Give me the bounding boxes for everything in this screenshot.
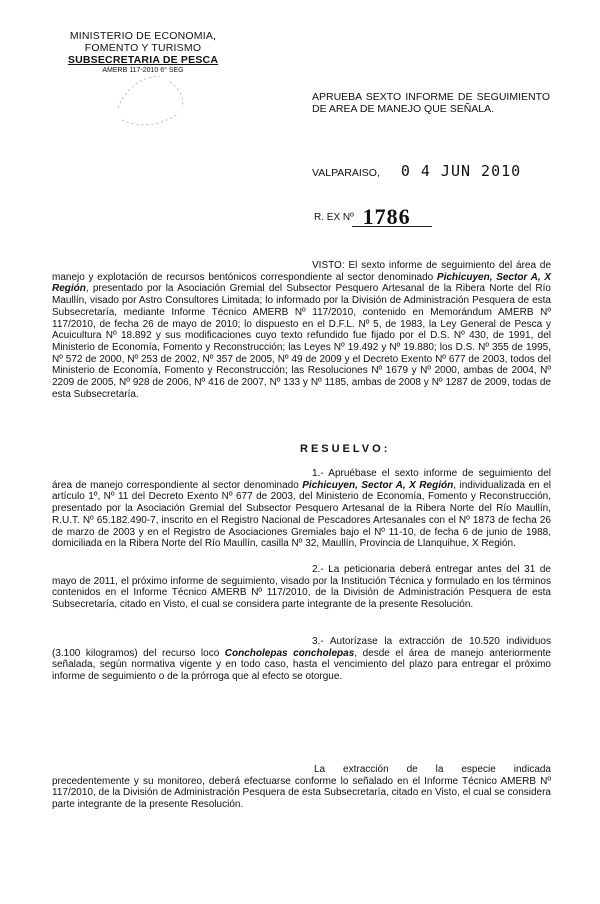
extraction-paragraph: La extracción de la especie indicada precedentemente y su monitoreo, deberá efectuarse conforme lo señalado en el Informe Técnico AMERB Nº 117/2010, de la División de Administración Pesquera de esta Subsecretaría, citado en Visto, el cual se considera parte integrante de la presente Resolución. <box>52 764 551 811</box>
faded-stamp-seal <box>100 68 200 134</box>
place: VALPARAISO, <box>312 167 380 179</box>
species-name: Concholepas concholepas <box>224 647 355 659</box>
resuelvo-heading: RESUELVO: <box>300 443 391 455</box>
site-name: Pichicuyen, Sector A, X Región <box>302 479 454 491</box>
undersecretariat-name: SUBSECRETARIA DE PESCA <box>67 54 219 66</box>
resolution-summary: APRUEBA SEXTO INFORME DE SEGUIMIENTO DE AREA DE MANEJO QUE SEÑALA. <box>312 91 550 115</box>
date-stamp: 0 4 JUN 2010 <box>400 162 522 180</box>
rex-underline <box>352 226 432 227</box>
resolution-number <box>314 204 514 230</box>
visto-paragraph: VISTO: El sexto informe de seguimiento del área de manejo y explotación de recursos bentónicos correspondiente al sector denominado Pichicuyen, Sector A, X Región, presentado por la Asociación Gremial del Subsector Pesquero Artesanal de la Ribera Norte del Río Maullín, visado por Astro Consultores Limitada; lo informado por la División de Administración Pesquera de esta Subsecretaría, mediante Informe Técnico AMERB Nº 117/2010, contenido en Memorándum AMERB Nº 117/2010, de fecha 26 de mayo de 2010; lo dispuesto en el D.F.L. Nº 5, de 1983, la Ley General de Pesca y Acuicultura Nº 18.892 y sus modificaciones cuyo texto refundido fue fijado por el D.S. Nº 430, de 1991, del Ministerio de Economía, Fomento y Reconstrucción; las Leyes Nº 19.492 y Nº 19.880; los D.S. Nº 355 de 1995, Nº 572 de 2000, Nº 253 de 2002, Nº 357 de 2005, Nº 49 de 2009 y el Decreto Exento Nº 677 de 2003, todos del Ministerio de Economía, Fomento y Reconstrucción; las Resoluciones Nº 1679 y Nº 2000, ambas de 2004, Nº 2209 de 2005, Nº 928 de 2006, Nº 416 de 2007, Nº 133 y Nº 1185, ambas de 2008 y Nº 1287 de 2009, todas de esta Subsecretaría. <box>52 260 551 400</box>
article-2: 2.- La peticionaria deberá entregar antes del 31 de mayo de 2011, el próximo informe de seguimiento, visado por la Institución Técnica y formulado en los términos contenidos en el Informe Técnico AMERB Nº 117/2010, de la División de Administración Pesquera de esta Subsecretaría, citado en Visto, el cual se considera parte integrante de la presente Resolución. <box>52 564 551 611</box>
rex-label: R. EX Nº <box>314 212 354 223</box>
visto-label: VISTO: <box>312 260 345 271</box>
article-1: 1.- Apruébase el sexto informe de seguimiento del área de manejo correspondiente al sector denominado Pichicuyen, Sector A, X Región, individualizada en el artículo 1º, Nº 11 del Decreto Exento Nº 677 de 2003, del Ministerio de Economía, Fomento y Reconstrucción, presentado por la Asociación Gremial del Subsector Pesquero Artesanal de la Ribera Norte del Río Maullín, R.U.T. Nº 65.182.490-7, inscrito en el Registro Nacional de Pescadores Artesanales con el Nº 1873 de fecha 26 de marzo de 2003 y en el Registro de Asociaciones Gremiales bajo el Nº 11-10, de fecha 6 de junio de 1988, domiciliada en la Ribera Norte del Río Maullín, casilla Nº 32, Maullín, Provincia de Llanquihue, X Región. <box>52 468 551 550</box>
rex-number: 1786 <box>362 204 411 229</box>
ministry-name: MINISTERIO DE ECONOMIA, <box>69 30 217 42</box>
article-3: 3.- Autorízase la extracción de 10.520 individuos (3.100 kilogramos) del recurso loco Concholepas concholepas, desde el área de manejo anteriormente señalada, según normativa vigente y en todo caso, hasta el vencimiento del plazo para entregar el próximo informe de seguimiento o de la prórroga que al efecto se otorgue. <box>52 636 551 683</box>
site-name: Pichicuyen, Sector A, X Región <box>52 271 551 295</box>
place-and-date <box>312 164 552 180</box>
ministry-subtitle: FOMENTO Y TURISMO <box>84 42 202 54</box>
file-reference: AMERB 117-2010 6° SEG <box>102 67 184 74</box>
